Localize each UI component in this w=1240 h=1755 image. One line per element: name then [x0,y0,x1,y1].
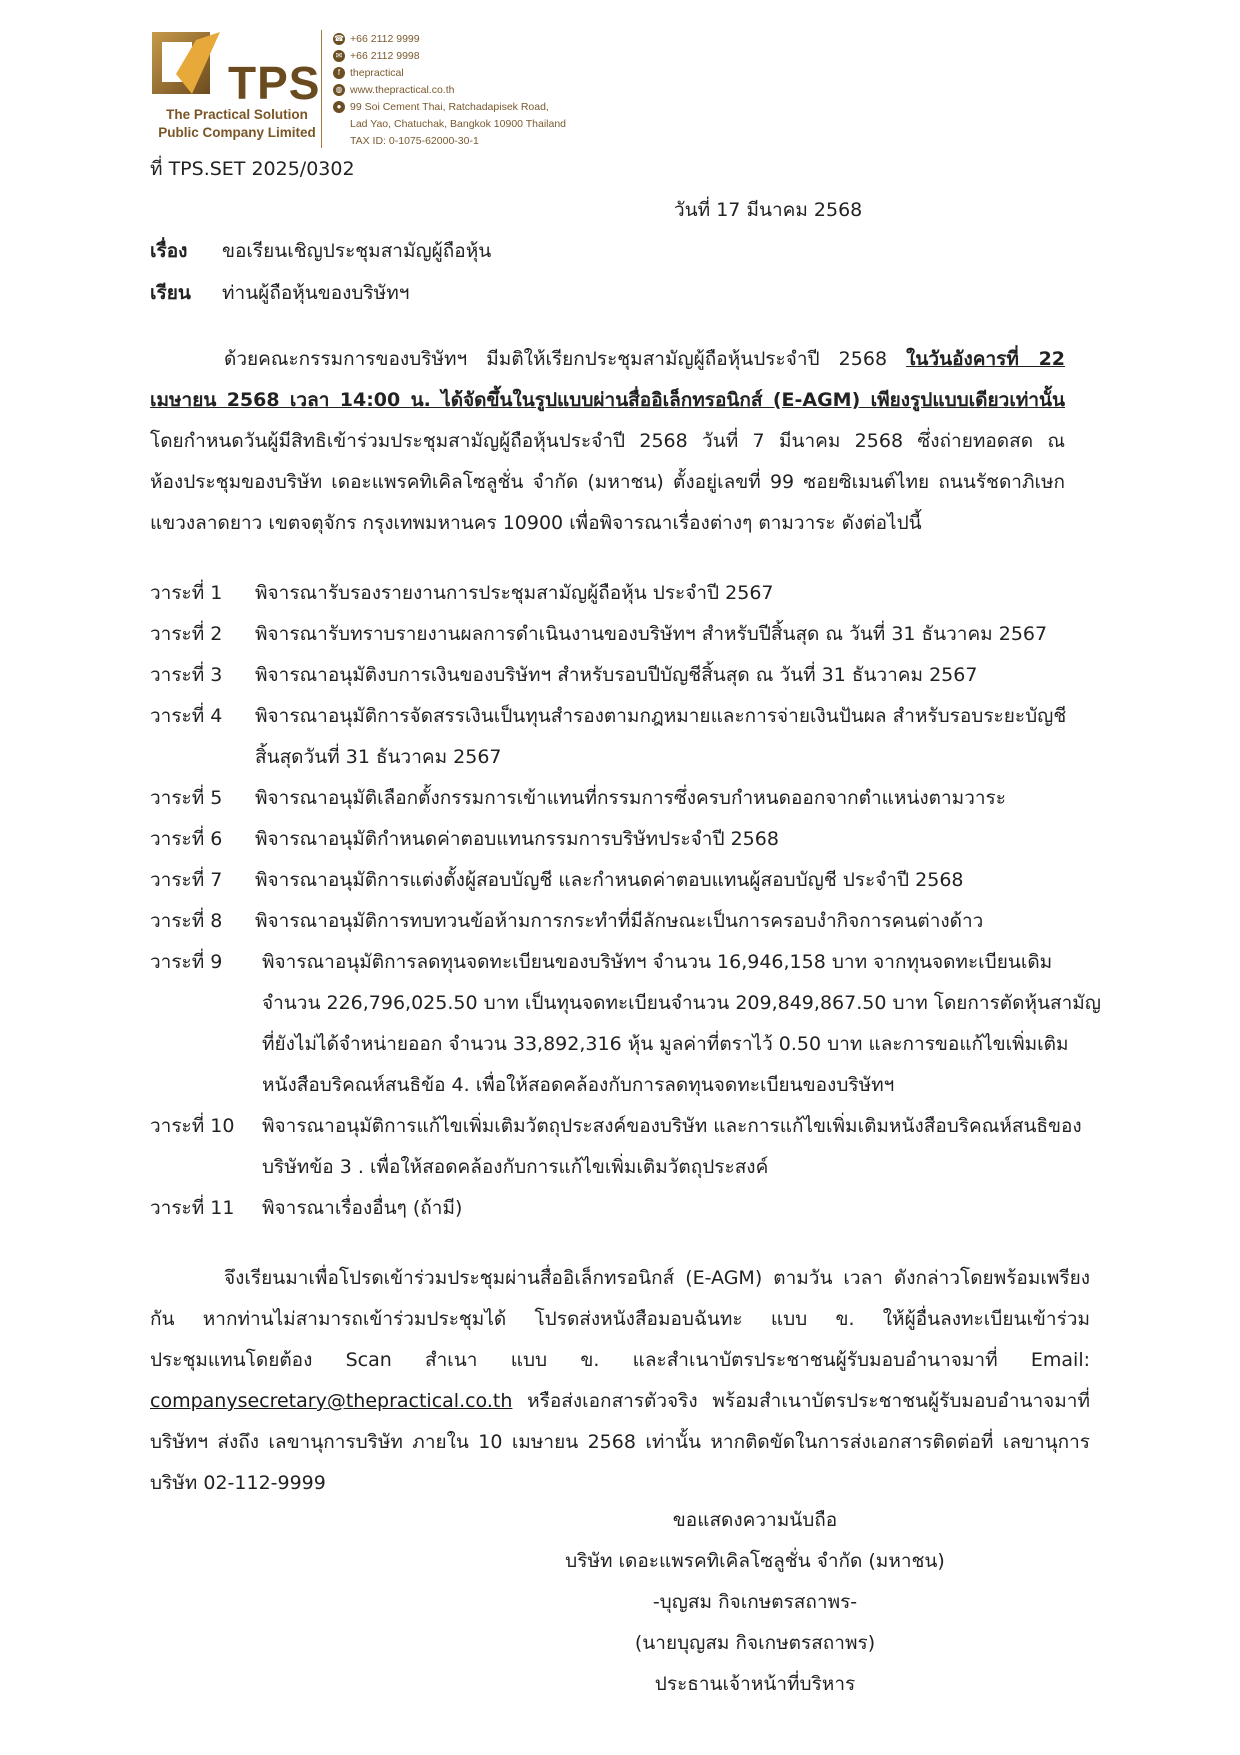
agenda-line: พิจารณาอนุมัติการทบทวนข้อห้ามการกระทำที่มีลักษณะเป็นการครอบงำกิจการคนต่างด้าว [255,910,984,932]
agenda-number: วาระที่ 9 [150,951,223,973]
agenda-description [255,778,1085,819]
agenda-line: พิจารณาอนุมัติการแก้ไขเพิ่มเติมวัตถุประสงค์ของบริษัท และการแก้ไขเพิ่มเติมหนังสือบริคณห์สนธิของ [262,1115,1082,1137]
company-name-en [152,106,322,142]
agenda-description [262,942,1101,1106]
agenda-number: วาระที่ 2 [150,623,223,645]
intro-line-4: ห้องประชุมของบริษัท เดอะแพรคทิเคิลโซลูชั่น จำกัด (มหาชน) ตั้งอยู่เลขที่ 99 ซอยซิเมนต์ไทย ถนนรัชดาภิเษก [150,471,1065,493]
signatory-name: (นายบุญสม กิจเกษตรสถาพร) [634,1632,876,1654]
intro-line-2: เมษายน 2568 เวลา 14:00 น. ได้จัดขึ้นในรูปแบบผ่านสื่ออิเล็กทรอนิกส์ (E-AGM) เพียงรูปแบบเดียวเท่านั้น [150,389,1065,411]
regards-text: ขอแสดงความนับถือ [672,1509,838,1531]
intro-paragraph [150,339,1065,544]
phone-1: +66 2112 9999 [350,32,420,45]
agenda-line: พิจารณาอนุมัติงบการเงินของบริษัทฯ สำหรับรอบปีบัญชีสิ้นสุด ณ วันที่ 31 ธันวาคม 2567 [255,664,978,686]
intro-line-3: โดยกำหนดวันผู้มีสิทธิเข้าร่วมประชุมสามัญผู้ถือหุ้นประจำปี 2568 วันที่ 7 มีนาคม 2568 ซึ่งถ่ายทอดสด ณ [150,430,1065,452]
agenda-number: วาระที่ 10 [150,1115,235,1137]
agenda-line: จำนวน 226,796,025.50 บาท เป็นทุนจดทะเบียนจำนวน 209,849,867.50 บาท โดยการตัดหุ้นสามัญ [262,992,1101,1014]
agenda-line: สิ้นสุดวันที่ 31 ธันวาคม 2567 [255,746,502,768]
intro-line-5: แขวงลาดยาว เขตจตุจักร กรุงเทพมหานคร 10900 เพื่อพิจารณาเรื่องต่างๆ ตามวาระ ดังต่อไปนี้ [150,512,922,534]
agenda-number: วาระที่ 11 [150,1197,235,1219]
company-logo [152,32,322,144]
closing-text-4b: หรือส่งเอกสารตัวจริง พร้อมสำเนาบัตรประชาชนผู้รับมอบอำนาจมาที่ [512,1390,1090,1412]
contact-block [333,30,633,149]
agenda-description [255,696,1085,778]
recipient-text: ท่านผู้ถือหุ้นของบริษัทฯ [222,282,410,304]
agenda-number: วาระที่ 4 [150,705,223,727]
closing-line-2: กัน หากท่านไม่สามารถเข้าร่วมประชุมได้ โปรดส่งหนังสือมอบฉันทะ แบบ ข. ให้ผู้อื่นลงทะเบียนเข้าร่วม [150,1308,1090,1330]
phone-2: +66 2112 9998 [350,49,420,62]
facebook-handle: thepractical [350,66,404,79]
agenda-line: พิจารณาอนุมัติกำหนดค่าตอบแทนกรรมการบริษัทประจำปี 2568 [255,828,779,850]
address-line1: 99 Soi Cement Thai, Ratchadapisek Road, [350,100,549,113]
closing-line-4 [150,1381,1090,1422]
agenda-line: พิจารณาอนุมัติการแต่งตั้งผู้สอบบัญชี และกำหนดค่าตอบแทนผู้สอบบัญชี ประจำปี 2568 [255,869,964,891]
agenda-number: วาระที่ 6 [150,828,223,850]
agenda-number: วาระที่ 8 [150,910,223,932]
agenda-description [255,860,1085,901]
company-name-line1: The Practical Solution [166,107,308,122]
agenda-line: พิจารณาอนุมัติการลดทุนจดทะเบียนของบริษัทฯ จำนวน 16,946,158 บาท จากทุนจดทะเบียนเดิม [262,951,1053,973]
agenda-number: วาระที่ 3 [150,664,223,686]
location-pin-icon: ● [333,101,345,113]
agenda-description [262,1188,1092,1229]
agenda-description [262,1106,1092,1188]
email-link[interactable]: companysecretary@thepractical.co.th [150,1390,513,1412]
agenda-description [255,655,1085,696]
letter-date: วันที่ 17 มีนาคม 2568 [674,199,863,221]
address-line2: Lad Yao, Chatuchak, Bangkok 10900 Thailand [350,117,566,130]
agenda-line: ที่ยังไม่ได้จำหน่ายออก จำนวน 33,892,316 หุ้น มูลค่าที่ตราไว้ 0.50 บาท และการขอแก้ไขเพิ่มเติม [262,1033,1069,1055]
company-name-line2: Public Company Limited [158,125,316,140]
reference-number: ที่ TPS.SET 2025/0302 [150,158,355,180]
signature-company: บริษัท เดอะแพรคทิเคิลโซลูชั่น จำกัด (มหาชน) [565,1550,945,1572]
agenda-description [255,819,1085,860]
signatory-title: ประธานเจ้าหน้าที่บริหาร [654,1673,856,1695]
closing-paragraph [150,1258,1090,1504]
fax-icon: ✉ [333,50,345,62]
meeting-date-bold-1: ในวันอังคารที่ 22 [906,348,1066,370]
logo-wordmark: TPS [228,57,321,109]
recipient-label: เรียน [150,282,191,304]
closing-line-6: บริษัท 02-112-9999 [150,1472,326,1494]
phone-icon: ☎ [334,34,344,43]
agenda-number: วาระที่ 7 [150,869,223,891]
intro-line-1 [150,339,1065,380]
closing-line-5: บริษัทฯ ส่งถึง เลขานุการบริษัท ภายใน 10 เมษายน 2568 เท่านั้น หากติดขัดในการส่งเอกสารติดต่อที่ เลขานุการ [150,1431,1090,1453]
globe-icon: ◍ [333,84,345,96]
agenda-description [255,901,1085,942]
agenda-line: พิจารณาเรื่องอื่นๆ (ถ้ามี) [262,1197,463,1219]
header-divider [321,30,322,148]
signature-block [520,1500,990,1705]
tps-logo-mark-icon [152,32,232,110]
signature-text: -บุญสม กิจเกษตรสถาพร- [652,1591,858,1613]
agenda-description [255,614,1085,655]
agenda-description [255,573,1085,614]
subject-label: เรื่อง [150,240,188,262]
subject-text: ขอเรียนเชิญประชุมสามัญผู้ถือหุ้น [222,240,492,262]
website: www.thepractical.co.th [350,83,455,96]
closing-line-1: จึงเรียนมาเพื่อโปรดเข้าร่วมประชุมผ่านสื่ออิเล็กทรอนิกส์ (E-AGM) ตามวัน เวลา ดังกล่าวโดยพร้อมเพรียง [224,1267,1090,1289]
agenda-line: พิจารณารับทราบรายงานผลการดำเนินงานของบริษัทฯ สำหรับปีสิ้นสุด ณ วันที่ 31 ธันวาคม 2567 [255,623,1048,645]
intro-text-1a: ด้วยคณะกรรมการของบริษัทฯ มีมติให้เรียกประชุมสามัญผู้ถือหุ้นประจำปี 2568 [224,348,907,370]
agenda-number: วาระที่ 1 [150,582,223,604]
agenda-line: พิจารณารับรองรายงานการประชุมสามัญผู้ถือหุ้น ประจำปี 2567 [255,582,774,604]
closing-line-3: ประชุมแทนโดยต้อง Scan สำเนา แบบ ข. และสำเนาบัตรประชาชนผู้รับมอบอำนาจมาที่ Email: [150,1349,1090,1371]
agenda-number: วาระที่ 5 [150,787,223,809]
agenda-line: หนังสือบริคณห์สนธิข้อ 4. เพื่อให้สอดคล้องกับการลดทุนจดทะเบียนของบริษัทฯ [262,1074,895,1096]
agenda-line: บริษัทข้อ 3 . เพื่อให้สอดคล้องกับการแก้ไขเพิ่มเติมวัตถุประสงค์ [262,1156,769,1178]
agenda-line: พิจารณาอนุมัติการจัดสรรเงินเป็นทุนสำรองตามกฎหมายและการจ่ายเงินปันผล สำหรับรอบระยะบัญชี [255,705,1067,727]
tax-id: TAX ID: 0-1075-62000-30-1 [350,134,479,147]
agenda-line: พิจารณาอนุมัติเลือกตั้งกรรมการเข้าแทนที่กรรมการซึ่งครบกำหนดออกจากตำแหน่งตามวาระ [255,787,1006,809]
facebook-icon: f [333,67,345,79]
